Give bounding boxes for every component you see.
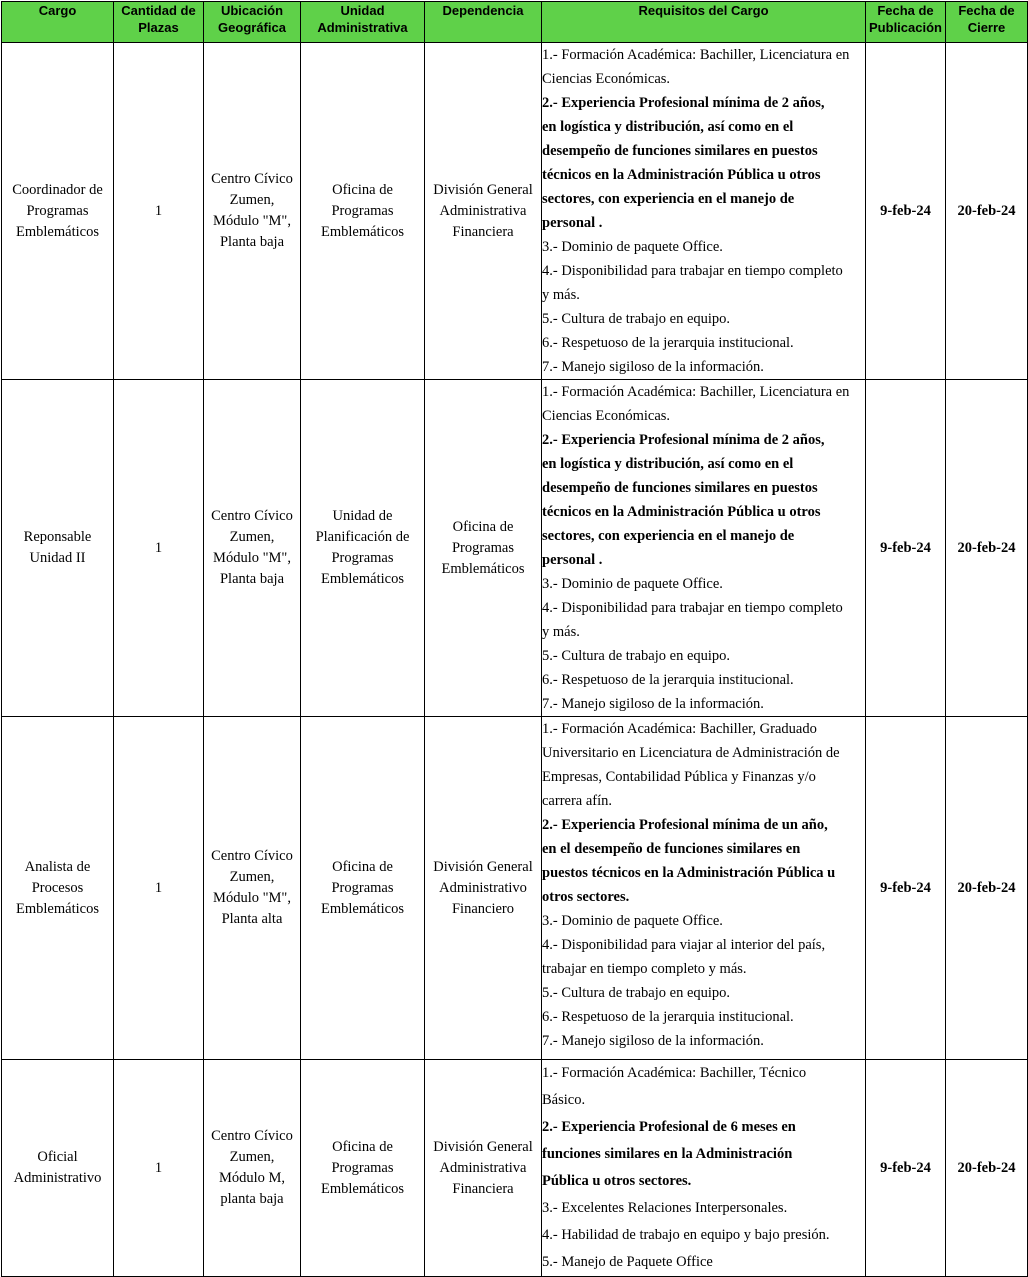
req-line: 7.- Manejo sigiloso de la información. [542, 696, 764, 712]
req-line: puestos técnicos en la Administración Pública u [542, 865, 836, 881]
dependencia-cell: División General Administrativa Financiera [425, 43, 542, 380]
dependencia-cell: División General Administrativa Financiera [425, 1060, 542, 1277]
table-row [2, 1060, 1028, 1277]
header-publicacion: Fecha de Publicación [866, 2, 946, 43]
ubicacion-cell: Centro Cívico Zumen, Módulo "M", Planta alta [204, 717, 301, 1060]
cargo-cell: Oficial Administrativo [2, 1060, 114, 1277]
header-row [2, 2, 1028, 43]
plazas-cell: 1 [114, 1060, 204, 1277]
table-row [2, 43, 1028, 380]
req-line: 1.- Formación Académica: Bachiller, Licenciatura en [542, 47, 850, 63]
req-line: 5.- Cultura de trabajo en equipo. [542, 311, 731, 327]
header-cargo: Cargo [2, 2, 114, 43]
table-row [2, 717, 1028, 1060]
req-line: 3.- Dominio de paquete Office. [542, 239, 723, 255]
ubicacion-cell: Centro Cívico Zumen, Módulo "M", Planta baja [204, 43, 301, 380]
req-line: trabajar en tiempo completo y más. [542, 961, 747, 977]
cargo-cell: Coordinador de Programas Emblemáticos [2, 43, 114, 380]
dependencia-cell: División General Administrativo Financiero [425, 717, 542, 1060]
req-line: 1.- Formación Académica: Bachiller, Técnico [542, 1065, 807, 1081]
job-openings-table [1, 1, 1028, 1277]
req-line: 3.- Dominio de paquete Office. [542, 913, 723, 929]
dependencia-cell: Oficina de Programas Emblemáticos [425, 380, 542, 717]
req-line: en logística y distribución, así como en el [542, 456, 794, 472]
plazas-cell: 1 [114, 380, 204, 717]
req-line: 4.- Disponibilidad para trabajar en tiempo completo [542, 600, 843, 616]
header-requisitos: Requisitos del Cargo [542, 2, 866, 43]
req-line: 2.- Experiencia Profesional mínima de 2 años, [542, 432, 825, 448]
fecha-cierre-cell: 20-feb-24 [946, 380, 1028, 717]
unidad-cell: Oficina de Programas Emblemáticos [301, 43, 425, 380]
req-line: otros sectores. [542, 889, 630, 905]
req-line: 4.- Disponibilidad para trabajar en tiempo completo [542, 263, 843, 279]
cargo-cell: Analista de Procesos Emblemáticos [2, 717, 114, 1060]
req-line: técnicos en la Administración Pública u otros [542, 504, 821, 520]
req-line: Ciencias Económicas. [542, 408, 671, 424]
req-line: y más. [542, 624, 580, 640]
header-plazas: Cantidad de Plazas [114, 2, 204, 43]
req-line: 6.- Respetuoso de la jerarquia institucional. [542, 335, 794, 351]
req-line: 2.- Experiencia Profesional mínima de un año, [542, 817, 828, 833]
req-line: 1.- Formación Académica: Bachiller, Licenciatura en [542, 384, 850, 400]
fecha-publicacion-cell: 9-feb-24 [866, 43, 946, 380]
req-line: 5.- Cultura de trabajo en equipo. [542, 985, 731, 1001]
fecha-publicacion-cell: 9-feb-24 [866, 1060, 946, 1277]
req-line: 6.- Respetuoso de la jerarquia institucional. [542, 1009, 794, 1025]
req-line: en el desempeño de funciones similares en [542, 841, 801, 857]
header-ubicacion: Ubicación Geográfica [204, 2, 301, 43]
req-line: sectores, con experiencia en el manejo de [542, 528, 795, 544]
req-line: 4.- Disponibilidad para viajar al interior del país, [542, 937, 826, 953]
req-line: Básico. [542, 1092, 586, 1108]
req-line: 5.- Cultura de trabajo en equipo. [542, 648, 731, 664]
cargo-cell: Reponsable Unidad II [2, 380, 114, 717]
fecha-cierre-cell: 20-feb-24 [946, 43, 1028, 380]
req-line: 7.- Manejo sigiloso de la información. [542, 359, 764, 375]
header-cierre: Fecha de Cierre [946, 2, 1028, 43]
req-line: en logística y distribución, así como en el [542, 119, 794, 135]
req-line: 2.- Experiencia Profesional mínima de 2 años, [542, 95, 825, 111]
req-line: Empresas, Contabilidad Pública y Finanzas y/o [542, 769, 816, 785]
requisitos-cell [542, 1060, 866, 1277]
req-line: personal . [542, 215, 603, 231]
unidad-cell: Oficina de Programas Emblemáticos [301, 1060, 425, 1277]
req-line: Ciencias Económicas. [542, 71, 671, 87]
fecha-cierre-cell: 20-feb-24 [946, 1060, 1028, 1277]
req-line: 4.- Habilidad de trabajo en equipo y bajo presión. [542, 1227, 830, 1243]
req-line: carrera afín. [542, 793, 613, 809]
fecha-publicacion-cell: 9-feb-24 [866, 717, 946, 1060]
unidad-cell: Unidad de Planificación de Programas Emblemáticos [301, 380, 425, 717]
req-line: 7.- Manejo sigiloso de la información. [542, 1033, 764, 1049]
req-line: funciones similares en la Administración [542, 1146, 793, 1162]
req-line: sectores, con experiencia en el manejo de [542, 191, 795, 207]
req-line: y más. [542, 287, 580, 303]
req-line: técnicos en la Administración Pública u otros [542, 167, 821, 183]
fecha-cierre-cell: 20-feb-24 [946, 717, 1028, 1060]
req-line: 6.- Respetuoso de la jerarquia institucional. [542, 672, 794, 688]
req-line: 5.- Manejo de Paquete Office [542, 1254, 713, 1270]
req-line: 1.- Formación Académica: Bachiller, Graduado [542, 721, 817, 737]
req-line: 2.- Experiencia Profesional de 6 meses en [542, 1119, 796, 1135]
req-line: personal . [542, 552, 603, 568]
req-line: Pública u otros sectores. [542, 1173, 692, 1189]
req-line: desempeño de funciones similares en puestos [542, 143, 818, 159]
plazas-cell: 1 [114, 717, 204, 1060]
unidad-cell: Oficina de Programas Emblemáticos [301, 717, 425, 1060]
requisitos-cell [542, 717, 866, 1060]
req-line: 3.- Excelentes Relaciones Interpersonales. [542, 1200, 788, 1216]
header-unidad: Unidad Administrativa [301, 2, 425, 43]
req-line: desempeño de funciones similares en puestos [542, 480, 818, 496]
requisitos-cell [542, 380, 866, 717]
fecha-publicacion-cell: 9-feb-24 [866, 380, 946, 717]
req-line: Universitario en Licenciatura de Administración de [542, 745, 840, 761]
table-row [2, 380, 1028, 717]
ubicacion-cell: Centro Cívico Zumen, Módulo "M", Planta baja [204, 380, 301, 717]
req-line: 3.- Dominio de paquete Office. [542, 576, 723, 592]
requisitos-cell [542, 43, 866, 380]
plazas-cell: 1 [114, 43, 204, 380]
header-dependencia: Dependencia [425, 2, 542, 43]
ubicacion-cell: Centro Cívico Zumen, Módulo M, planta baja [204, 1060, 301, 1277]
